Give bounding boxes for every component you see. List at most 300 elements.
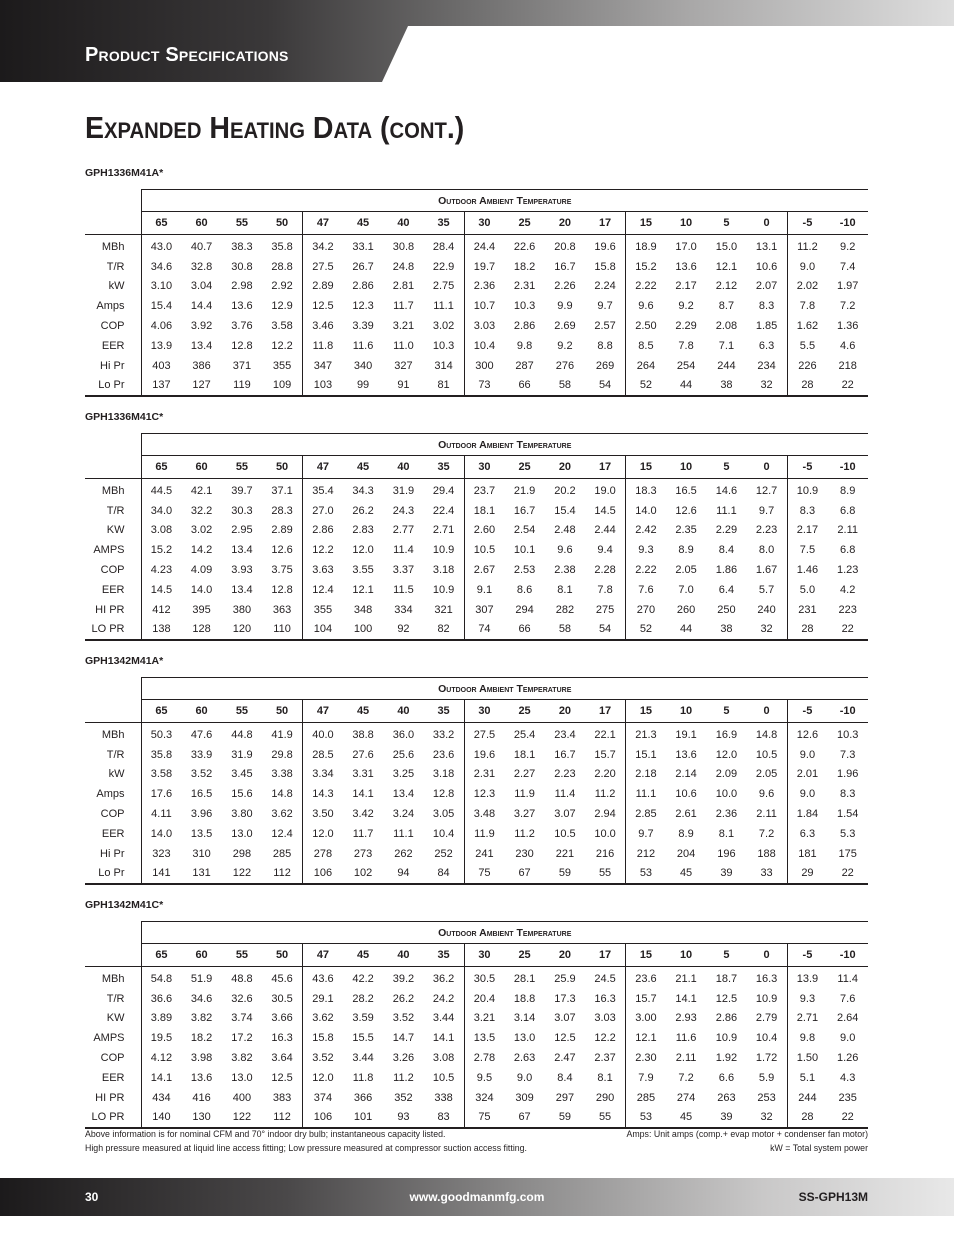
temperature-column-header: 60	[181, 456, 221, 479]
row-label: Lo Pr	[85, 864, 141, 885]
table-row	[85, 356, 868, 376]
table-cell: 3.58	[141, 765, 181, 785]
table-cell: 2.75	[432, 280, 455, 293]
table-cell: 2.89	[271, 524, 293, 537]
table-cell: 294	[515, 603, 534, 616]
table-cell: 269	[595, 359, 615, 372]
table-cell: 2.86	[715, 1012, 738, 1025]
table-cell: 40.7	[190, 240, 213, 253]
table-cell: 3.07	[554, 1012, 576, 1025]
table-cell: 434	[141, 1088, 181, 1108]
temperature-column-header: 47	[303, 456, 343, 479]
table-cell: 4.06	[141, 316, 181, 336]
table-cell: 36.0	[392, 728, 415, 741]
table-cell: 403	[141, 356, 181, 376]
table-cell: 3.02	[432, 320, 455, 333]
table-cell: 262	[394, 847, 413, 860]
table-cell: 2.95	[231, 524, 253, 537]
table-cell: 12.0	[352, 544, 374, 557]
temperature-column-header: 5	[706, 944, 746, 967]
table-cell: 3.63	[303, 560, 343, 580]
table-cell: 8.0	[758, 544, 775, 557]
table-cell: 2.61	[675, 808, 697, 821]
table-cell: 14.8	[755, 728, 778, 741]
table-cell: 3.52	[392, 1012, 415, 1025]
table-row	[85, 316, 868, 336]
table-cell: 130	[181, 1108, 221, 1129]
table-row	[85, 864, 868, 885]
temperature-column-header: 15	[626, 456, 666, 479]
temperature-column-header: 20	[545, 944, 585, 967]
table-cell: 15.8	[303, 1028, 343, 1048]
table-cell: 263	[717, 1091, 736, 1104]
footnote-capacity: Above information is for nominal CFM and 70° indoor dry bulb; instantaneous capacity listed.	[85, 1129, 446, 1139]
table-cell: 8.1	[597, 1071, 613, 1084]
table-row	[85, 620, 868, 641]
table-cell: 137	[141, 376, 181, 397]
table-cell: 44	[666, 376, 706, 397]
table-cell: 17.6	[141, 784, 181, 804]
table-cell: 8.3	[787, 501, 827, 521]
table-cell: 321	[434, 603, 453, 616]
table-cell: 33	[747, 864, 787, 885]
table-row	[85, 967, 868, 989]
table-cell: 412	[141, 600, 181, 620]
table-cell: 54.8	[141, 967, 181, 989]
row-label: T/R	[106, 504, 125, 517]
table-cell: 20.4	[464, 989, 504, 1009]
temperature-column-header: 15	[626, 700, 666, 723]
table-cell: 15.2	[626, 257, 666, 277]
table-cell: 12.2	[271, 339, 293, 352]
table-cell: 2.02	[787, 277, 827, 297]
table-cell: 1.96	[836, 768, 859, 781]
table-cell: 17.3	[554, 992, 576, 1005]
table-cell: 7.6	[840, 992, 856, 1005]
table-cell: 13.0	[231, 827, 253, 840]
table-cell: 327	[394, 359, 413, 372]
table-cell: 28.3	[271, 504, 293, 517]
row-label: Lo Pr	[85, 376, 141, 397]
table-cell: 8.9	[678, 544, 694, 557]
table-cell: 298	[232, 847, 252, 860]
section-title: Product Specifications	[85, 44, 289, 66]
temperature-column-header: 25	[504, 944, 544, 967]
table-cell: 9.0	[787, 784, 827, 804]
table-cell: 2.20	[594, 768, 616, 781]
table-cell: 36.6	[141, 989, 181, 1009]
table-cell: 19.6	[464, 745, 504, 765]
table-cell: 54	[585, 376, 625, 397]
table-cell: 9.7	[626, 824, 666, 844]
table-cell: 2.94	[594, 808, 616, 821]
table-row	[85, 824, 868, 844]
table-cell: 8.4	[557, 1071, 573, 1084]
temperature-column-header: 17	[585, 944, 625, 967]
table-cell: 27.5	[303, 257, 343, 277]
temperature-column-header: 10	[666, 212, 706, 235]
temperature-column-header: -10	[827, 212, 868, 235]
table-cell: 7.6	[626, 580, 666, 600]
table-cell: 4.3	[840, 1071, 856, 1084]
table-cell: 2.38	[554, 564, 576, 577]
table-cell: 2.83	[352, 524, 374, 537]
temperature-column-header: 40	[383, 212, 423, 235]
table-cell: 32	[747, 376, 787, 397]
table-cell: 287	[515, 359, 534, 372]
table-cell: 28.4	[432, 240, 455, 253]
table-cell: 188	[757, 847, 776, 860]
table-row	[85, 235, 868, 257]
table-cell: 2.07	[755, 280, 778, 293]
table-cell: 2.05	[675, 564, 697, 577]
temperature-column-header: 47	[303, 944, 343, 967]
table-cell: 15.2	[141, 540, 181, 560]
table-cell: 14.0	[141, 824, 181, 844]
row-label: COP	[100, 1052, 125, 1065]
temperature-column-header: 55	[222, 456, 262, 479]
table-cell: 2.63	[513, 1052, 536, 1065]
table-cell: 25.6	[392, 748, 415, 761]
table-cell: 11.1	[626, 784, 666, 804]
table-cell: 13.9	[141, 336, 181, 356]
table-cell: 43.6	[303, 967, 343, 989]
temperature-column-header: -10	[827, 456, 868, 479]
temperature-column-header: 0	[747, 456, 787, 479]
table-cell: 13.5	[190, 827, 213, 840]
table-cell: 23.7	[464, 479, 504, 501]
table-cell: 30.8	[392, 240, 415, 253]
table-cell: 7.1	[718, 339, 735, 352]
table-cell: 285	[272, 847, 292, 860]
table-cell: 23.6	[626, 967, 666, 989]
table-cell: 3.62	[271, 808, 293, 821]
row-label: MBh	[101, 240, 125, 253]
table-cell: 8.1	[557, 583, 573, 596]
table-cell: 347	[303, 356, 343, 376]
row-label: T/R	[106, 748, 125, 761]
table-cell: 8.1	[718, 827, 735, 840]
table-cell: 9.2	[840, 240, 856, 253]
table-cell: 45	[666, 1108, 706, 1129]
table-cell: 12.5	[554, 1032, 576, 1045]
temperature-column-header: 25	[504, 212, 544, 235]
temperature-column-header: 20	[545, 212, 585, 235]
table-cell: 8.8	[597, 339, 613, 352]
table-cell: 223	[838, 603, 857, 616]
table-cell: 10.7	[464, 296, 504, 316]
table-cell: 10.9	[432, 544, 455, 557]
temperature-column-header: 60	[181, 944, 221, 967]
table-cell: 2.22	[626, 277, 666, 297]
table-cell: 9.6	[758, 788, 775, 801]
table-cell: 175	[838, 847, 857, 860]
table-cell: 371	[232, 359, 252, 372]
table-cell: 218	[838, 359, 857, 372]
table-cell: 19.5	[141, 1028, 181, 1048]
table-cell: 2.81	[392, 280, 415, 293]
table-cell: 4.23	[141, 560, 181, 580]
footer-document-id: SS-GPH13M	[798, 1190, 868, 1204]
table-cell: 13.0	[231, 1071, 253, 1084]
row-label: MBh	[101, 972, 125, 985]
table-cell: 2.17	[675, 280, 697, 293]
table-cell: 100	[343, 620, 383, 641]
table-cell: 3.31	[352, 768, 374, 781]
table-cell: 4.09	[190, 564, 213, 577]
table-cell: 2.31	[464, 765, 504, 785]
table-row	[85, 336, 868, 356]
heating-data-table	[85, 189, 868, 397]
table-cell: 2.47	[554, 1052, 576, 1065]
table-cell: 3.58	[271, 320, 293, 333]
table-cell: 1.84	[787, 804, 827, 824]
table-cell: 9.0	[787, 257, 827, 277]
table-cell: 204	[676, 847, 696, 860]
table-cell: 2.29	[675, 320, 697, 333]
table-cell: 19.0	[594, 484, 616, 497]
row-label: EER	[101, 1071, 125, 1084]
row-label: kW	[108, 280, 125, 293]
table-cell: 127	[181, 376, 221, 397]
table-cell: 2.01	[787, 765, 827, 785]
table-cell: 45	[666, 864, 706, 885]
table-cell: 7.8	[597, 583, 613, 596]
table-cell: 44.8	[231, 728, 253, 741]
table-cell: 3.89	[141, 1009, 181, 1029]
row-label: MBh	[101, 728, 125, 741]
table-cell: 51.9	[190, 972, 213, 985]
table-cell: 35.4	[303, 479, 343, 501]
table-cell: 12.5	[715, 992, 738, 1005]
table-cell: 1.50	[787, 1048, 827, 1068]
table-cell: 3.38	[271, 768, 293, 781]
table-cell: 19.1	[675, 728, 697, 741]
row-label: T/R	[106, 992, 125, 1005]
table-cell: 141	[141, 864, 181, 885]
table-cell: 101	[343, 1108, 383, 1129]
table-cell: 181	[787, 844, 827, 864]
temperature-column-header: 60	[181, 700, 221, 723]
table-cell: 73	[464, 376, 504, 397]
table-cell: 58	[545, 376, 585, 397]
table-cell: 66	[504, 620, 544, 641]
table-row	[85, 1009, 868, 1029]
table-cell: 324	[464, 1088, 504, 1108]
table-cell: 13.1	[755, 240, 778, 253]
table-cell: 94	[383, 864, 423, 885]
table-cell: 13.0	[513, 1032, 536, 1045]
row-label: KW	[106, 524, 125, 537]
temperature-column-header: 5	[706, 700, 746, 723]
table-cell: 253	[757, 1091, 776, 1104]
temperature-column-header: 55	[222, 944, 262, 967]
table-row	[85, 600, 868, 620]
table-cell: 10.4	[755, 1032, 778, 1045]
table-cell: 34.2	[303, 235, 343, 257]
table-cell: 28.2	[352, 992, 374, 1005]
table-cell: 16.3	[755, 972, 778, 985]
table-cell: 8.6	[516, 583, 533, 596]
table-cell: 24.5	[594, 972, 616, 985]
table-cell: 138	[141, 620, 181, 641]
table-cell: 6.6	[718, 1071, 735, 1084]
table-row	[85, 1088, 868, 1108]
table-cell: 2.26	[554, 280, 576, 293]
table-cell: 20.2	[554, 484, 576, 497]
table-cell: 383	[272, 1091, 292, 1104]
table-cell: 2.36	[464, 277, 504, 297]
table-cell: 3.42	[352, 808, 374, 821]
temperature-column-header: 35	[424, 456, 464, 479]
table-cell: 106	[303, 1108, 343, 1129]
table-cell: 16.7	[513, 504, 536, 517]
table-cell: 2.27	[513, 768, 536, 781]
temperature-column-header: 50	[262, 700, 302, 723]
table-cell: 2.11	[675, 1052, 697, 1065]
table-cell: 1.54	[836, 808, 859, 821]
temperature-column-header: 35	[424, 212, 464, 235]
table-cell: 18.1	[513, 748, 536, 761]
table-cell: 12.7	[755, 484, 778, 497]
table-cell: 9.2	[557, 339, 573, 352]
table-cell: 2.86	[513, 320, 536, 333]
table-cell: 31.9	[392, 484, 415, 497]
table-cell: 11.9	[514, 788, 535, 801]
table-cell: 9.3	[787, 989, 827, 1009]
table-corner	[85, 190, 141, 212]
table-cell: 2.22	[626, 560, 666, 580]
table-cell: 50.3	[141, 723, 181, 745]
table-cell: 29.8	[271, 748, 293, 761]
table-cell: 93	[383, 1108, 423, 1129]
table-cell: 44.5	[141, 479, 181, 501]
table-cell: 3.59	[352, 1012, 374, 1025]
table-cell: 8.7	[718, 300, 735, 313]
table-cell: 6.3	[758, 339, 775, 352]
table-cell: 15.7	[594, 748, 616, 761]
temperature-column-header: -5	[787, 700, 827, 723]
table-cell: 18.7	[715, 972, 738, 985]
table-cell: 15.0	[715, 240, 738, 253]
table-cell: 13.9	[787, 967, 827, 989]
table-cell: 275	[595, 603, 615, 616]
table-cell: 2.54	[513, 524, 536, 537]
temperature-column-header: -10	[827, 944, 868, 967]
table-cell: 3.62	[303, 1009, 343, 1029]
table-cell: 5.9	[758, 1071, 775, 1084]
outdoor-ambient-temperature-header: Outdoor Ambient Temperature	[141, 922, 868, 944]
table-cell: 12.0	[303, 824, 343, 844]
table-cell: 2.89	[303, 277, 343, 297]
table-cell: 274	[676, 1091, 696, 1104]
table-cell: 22.6	[513, 240, 536, 253]
table-cell: 7.0	[678, 583, 694, 596]
table-cell: 29.4	[432, 484, 455, 497]
table-cell: 9.8	[787, 1028, 827, 1048]
table-cell: 216	[595, 847, 615, 860]
table-cell: 11.8	[352, 1071, 374, 1084]
row-label: COP	[100, 320, 125, 333]
temperature-column-header: 45	[343, 944, 383, 967]
table-cell: 3.10	[141, 277, 181, 297]
table-cell: 3.27	[513, 808, 536, 821]
table-cell: 380	[232, 603, 252, 616]
temperature-column-header: 65	[141, 456, 181, 479]
table-cell: 2.78	[464, 1048, 504, 1068]
table-cell: 10.5	[464, 540, 504, 560]
table-cell: 5.7	[758, 583, 775, 596]
footer-website-link[interactable]: www.goodmanmfg.com	[409, 1190, 545, 1204]
table-cell: 3.50	[303, 804, 343, 824]
temperature-column-header: 50	[262, 212, 302, 235]
table-cell: 12.2	[594, 1032, 616, 1045]
table-cell: 9.7	[597, 300, 613, 313]
table-cell: 221	[555, 847, 575, 860]
table-cell: 1.97	[836, 280, 859, 293]
table-cell: 2.30	[626, 1048, 666, 1068]
table-cell: 21.3	[626, 723, 666, 745]
table-cell: 244	[787, 1088, 827, 1108]
table-cell: 3.52	[303, 1048, 343, 1068]
table-cell: 30.5	[464, 967, 504, 989]
table-cell: 2.37	[594, 1052, 616, 1065]
table-cell: 2.31	[513, 280, 536, 293]
temperature-column-header: 35	[424, 944, 464, 967]
table-cell: 285	[626, 1088, 666, 1108]
row-label: kW	[108, 768, 125, 781]
table-cell: 3.52	[190, 768, 213, 781]
table-cell: 30.5	[271, 992, 293, 1005]
table-cell: 13.4	[190, 339, 213, 352]
table-cell: 28.1	[513, 972, 536, 985]
table-cell: 416	[192, 1091, 211, 1104]
table-cell: 16.3	[271, 1032, 293, 1045]
table-cell: 14.1	[352, 788, 374, 801]
table-cell: 14.0	[190, 583, 213, 596]
table-cell: 3.75	[271, 564, 293, 577]
temperature-column-header: -5	[787, 456, 827, 479]
row-label: EER	[101, 583, 125, 596]
temperature-column-header: 65	[141, 944, 181, 967]
table-cell: 30.3	[231, 504, 253, 517]
table-cell: 75	[464, 1108, 504, 1129]
table-cell: 3.45	[231, 768, 253, 781]
model-label: GPH1342M41C*	[85, 899, 164, 911]
table-cell: 2.05	[755, 768, 778, 781]
table-cell: 2.18	[626, 765, 666, 785]
table-cell: 2.12	[715, 280, 738, 293]
table-cell: 12.0	[715, 748, 738, 761]
header-band-cutout	[382, 26, 954, 82]
table-cell: 16.5	[675, 484, 697, 497]
table-row	[85, 1028, 868, 1048]
table-cell: 36.2	[432, 972, 455, 985]
table-cell: 230	[515, 847, 534, 860]
table-cell: 2.35	[675, 524, 697, 537]
table-cell: 3.80	[231, 808, 253, 821]
table-cell: 106	[303, 864, 343, 885]
table-row	[85, 844, 868, 864]
table-cell: 250	[717, 603, 736, 616]
table-cell: 99	[343, 376, 383, 397]
table-cell: 24.3	[392, 504, 415, 517]
table-cell: 297	[555, 1091, 575, 1104]
table-cell: 55	[585, 864, 625, 885]
table-cell: 39	[706, 1108, 746, 1129]
temperature-column-header: 10	[666, 456, 706, 479]
table-cell: 44	[666, 620, 706, 641]
